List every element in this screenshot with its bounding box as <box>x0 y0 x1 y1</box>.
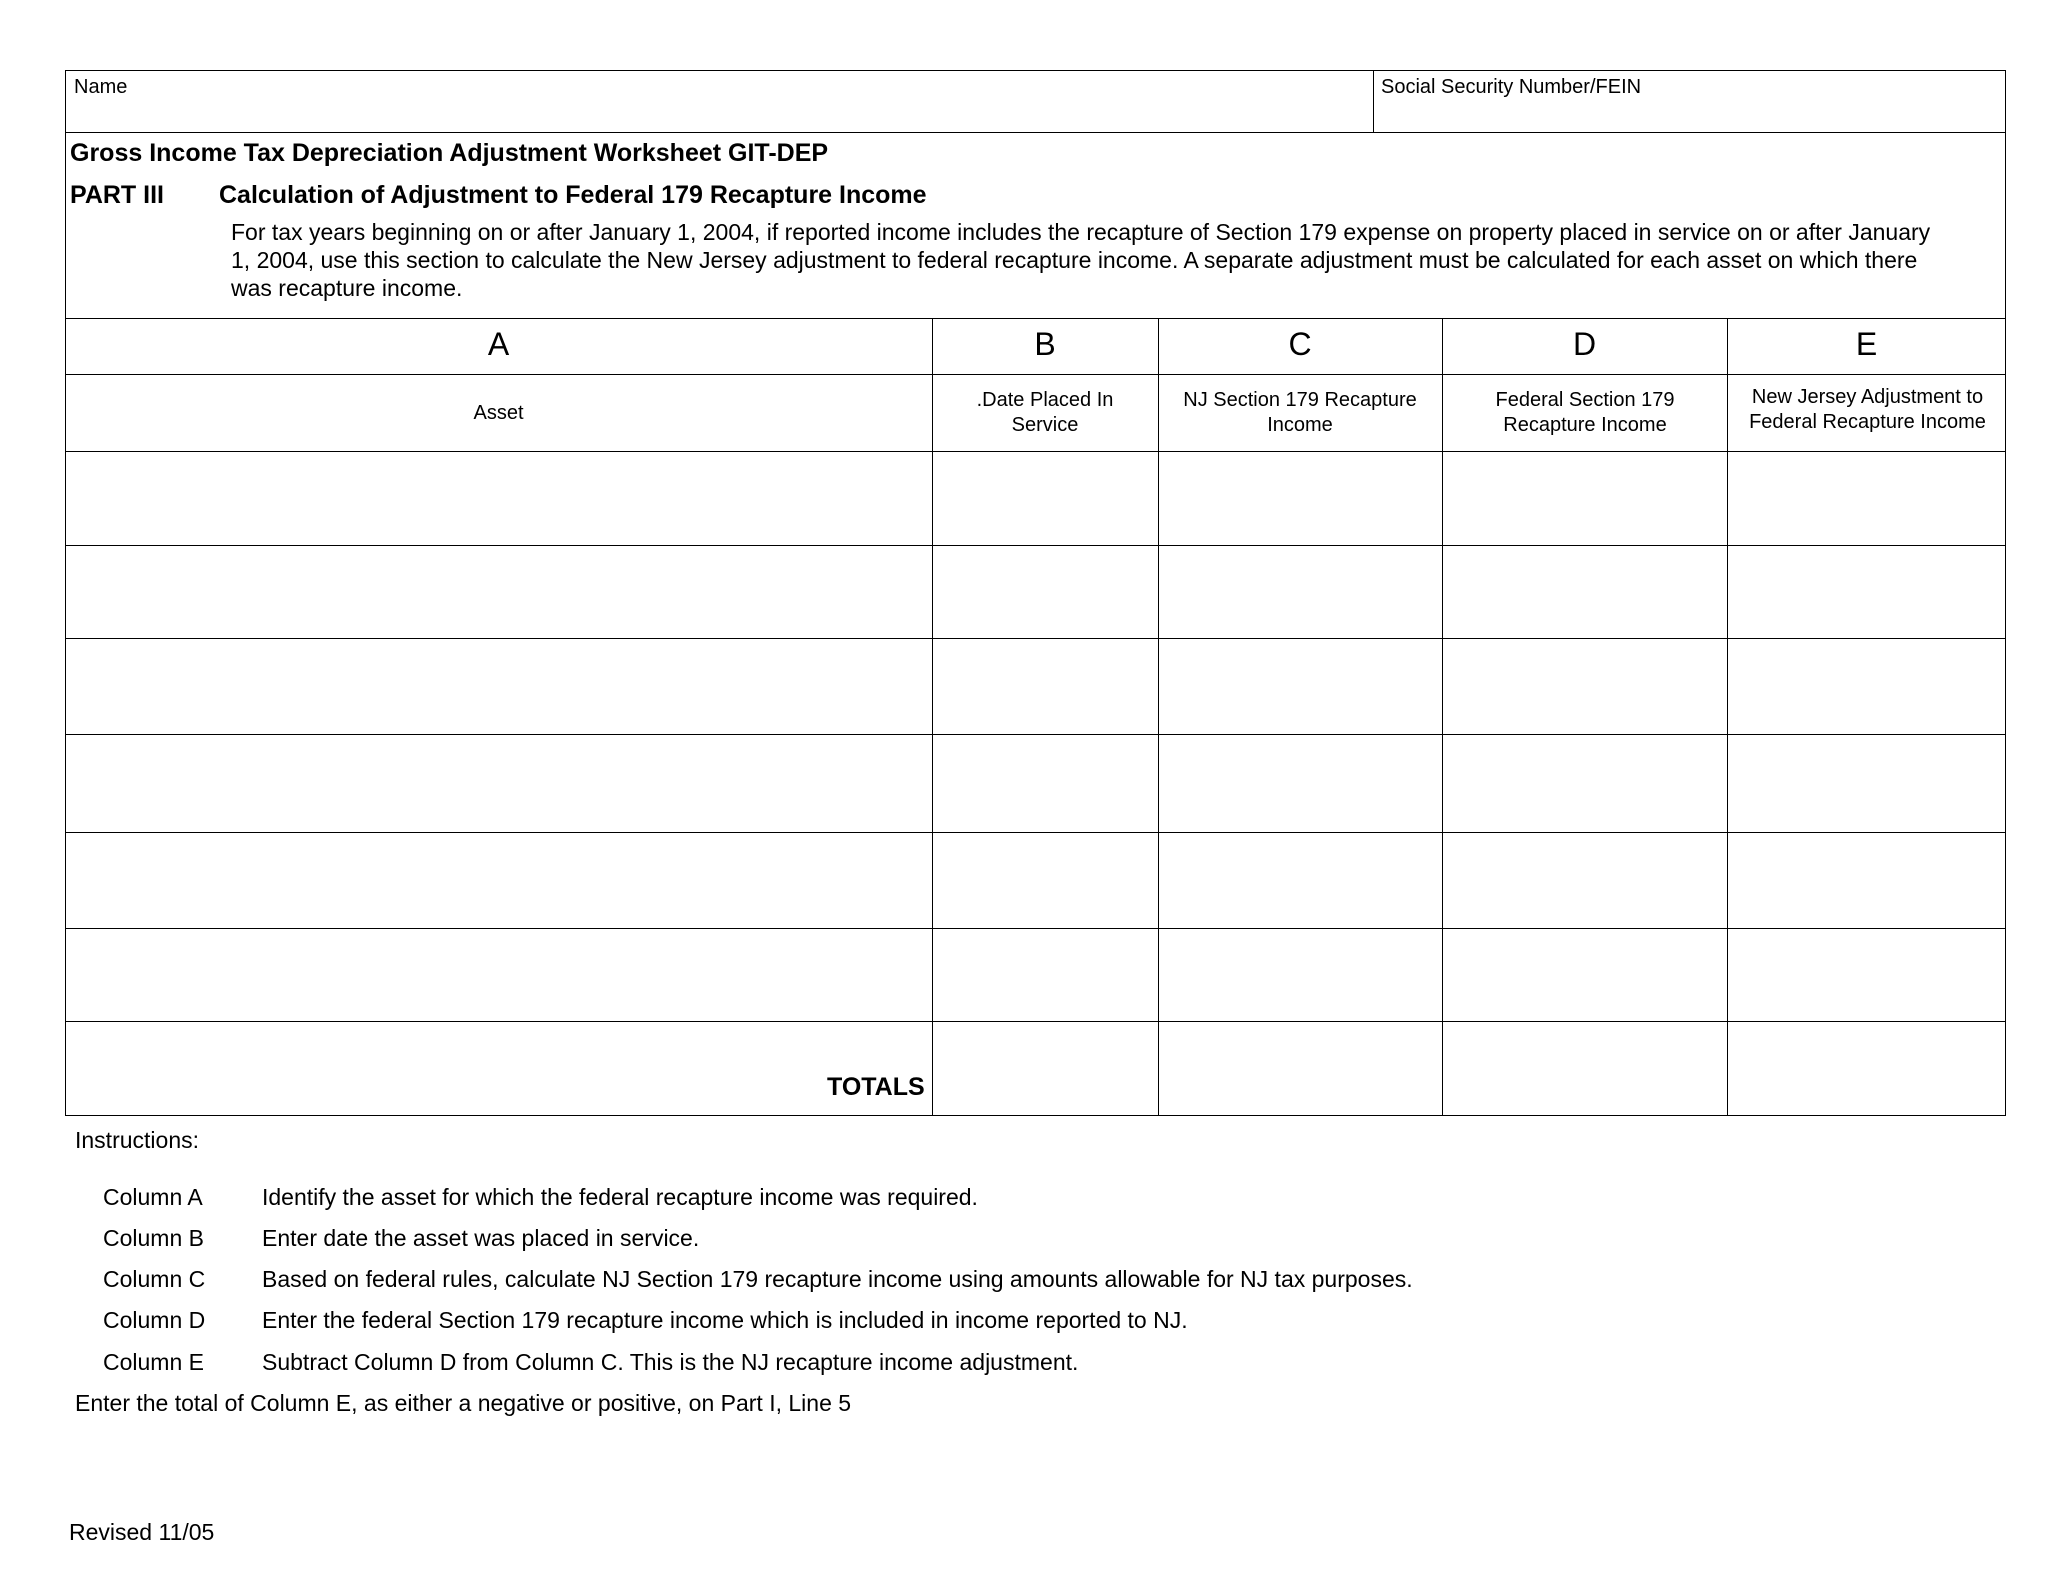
table-cell-date[interactable] <box>933 546 1157 637</box>
total-cell-date[interactable] <box>933 1022 1157 1115</box>
table-cell-federal-recapture[interactable] <box>1443 546 1726 637</box>
instruction-column-label: Column A <box>103 1184 203 1210</box>
column-header-federal-recapture: Federal Section 179 Recapture Income <box>1495 389 1675 436</box>
form-title: Gross Income Tax Depreciation Adjustment Worksheet GIT-DEP <box>70 139 829 167</box>
table-cell-asset[interactable] <box>66 452 931 544</box>
table-cell-nj-adjustment[interactable] <box>1728 452 2005 544</box>
table-cell-nj-recapture[interactable] <box>1159 833 1441 927</box>
instruction-text: Identify the asset for which the federal recapture income was required. <box>262 1184 978 1210</box>
column-header-nj-adjustment: New Jersey Adjustment to Federal Recapture Income <box>1749 386 1986 433</box>
revision-label: Revised 11/05 <box>69 1519 215 1545</box>
table-cell-nj-adjustment[interactable] <box>1728 546 2005 637</box>
ssn-field[interactable] <box>1375 100 2005 132</box>
instruction-text: Enter the federal Section 179 recapture income which is included in income reported to NJ. <box>262 1307 1188 1333</box>
table-cell-federal-recapture[interactable] <box>1443 735 1726 831</box>
table-cell-federal-recapture[interactable] <box>1443 833 1726 927</box>
instruction-column-label: Column C <box>103 1266 206 1292</box>
name-field[interactable] <box>66 100 1371 132</box>
table-cell-date[interactable] <box>933 833 1157 927</box>
table-cell-nj-recapture[interactable] <box>1159 546 1441 637</box>
column-header-asset: Asset <box>473 401 524 424</box>
column-letter-b: B <box>1034 326 1056 362</box>
ssn-label: Social Security Number/FEIN <box>1381 76 1642 98</box>
table-cell-nj-adjustment[interactable] <box>1728 929 2005 1020</box>
table-cell-federal-recapture[interactable] <box>1443 929 1726 1020</box>
instructions-footer-note: Enter the total of Column E, as either a negative or positive, on Part I, Line 5 <box>75 1390 852 1416</box>
table-cell-date[interactable] <box>933 735 1157 831</box>
table-cell-date[interactable] <box>933 452 1157 544</box>
table-cell-date[interactable] <box>933 639 1157 733</box>
totals-label: TOTALS <box>827 1073 925 1101</box>
column-letter-e: E <box>1855 326 1878 362</box>
instruction-column-label: Column D <box>103 1307 206 1333</box>
part-title: Calculation of Adjustment to Federal 179 Recapture Income <box>219 181 927 209</box>
table-cell-asset[interactable] <box>66 833 931 927</box>
table-cell-nj-recapture[interactable] <box>1159 452 1441 544</box>
table-cell-date[interactable] <box>933 929 1157 1020</box>
table-cell-nj-adjustment[interactable] <box>1728 639 2005 733</box>
table-cell-nj-adjustment[interactable] <box>1728 735 2005 831</box>
instruction-text: Based on federal rules, calculate NJ Section 179 recapture income using amounts allowable for NJ tax purposes. <box>262 1266 1413 1292</box>
total-cell-federal-recapture[interactable] <box>1443 1022 1726 1115</box>
header-divider <box>1373 70 1374 133</box>
column-header-nj-recapture: NJ Section 179 Recapture Income <box>1183 389 1417 436</box>
instruction-text: Subtract Column D from Column C. This is the NJ recapture income adjustment. <box>262 1349 1079 1375</box>
instruction-text: Enter date the asset was placed in service. <box>262 1225 700 1251</box>
table-cell-nj-recapture[interactable] <box>1159 929 1441 1020</box>
total-cell-nj-adjustment[interactable] <box>1728 1022 2005 1115</box>
name-label: Name <box>74 76 128 98</box>
column-letter-d: D <box>1572 326 1597 362</box>
total-cell-nj-recapture[interactable] <box>1159 1022 1441 1115</box>
column-letter-a: A <box>487 326 510 362</box>
intro-text: For tax years beginning on or after January 1, 2004, if reported income includes the recapture of Section 179 expense on property placed in service on or after January 1, 2004, use this section to calculate the New Jersey adjustment to federal recapture income. A separate adjustment must be calculated for each asset on which there was recapture income. <box>231 219 1931 301</box>
table-cell-federal-recapture[interactable] <box>1443 452 1726 544</box>
table-cell-asset[interactable] <box>66 639 931 733</box>
table-cell-asset[interactable] <box>66 735 931 831</box>
table-cell-asset[interactable] <box>66 546 931 637</box>
table-cell-asset[interactable] <box>66 929 931 1020</box>
table-cell-nj-recapture[interactable] <box>1159 735 1441 831</box>
instructions-heading: Instructions: <box>75 1127 199 1153</box>
table-cell-nj-adjustment[interactable] <box>1728 833 2005 927</box>
part-label: PART III <box>70 181 164 209</box>
table-cell-federal-recapture[interactable] <box>1443 639 1726 733</box>
table-cell-nj-recapture[interactable] <box>1159 639 1441 733</box>
column-header-date-placed: .Date Placed In Service <box>976 389 1114 436</box>
instruction-column-label: Column E <box>103 1349 204 1375</box>
instruction-column-label: Column B <box>103 1225 204 1251</box>
column-letter-c: C <box>1288 326 1312 362</box>
